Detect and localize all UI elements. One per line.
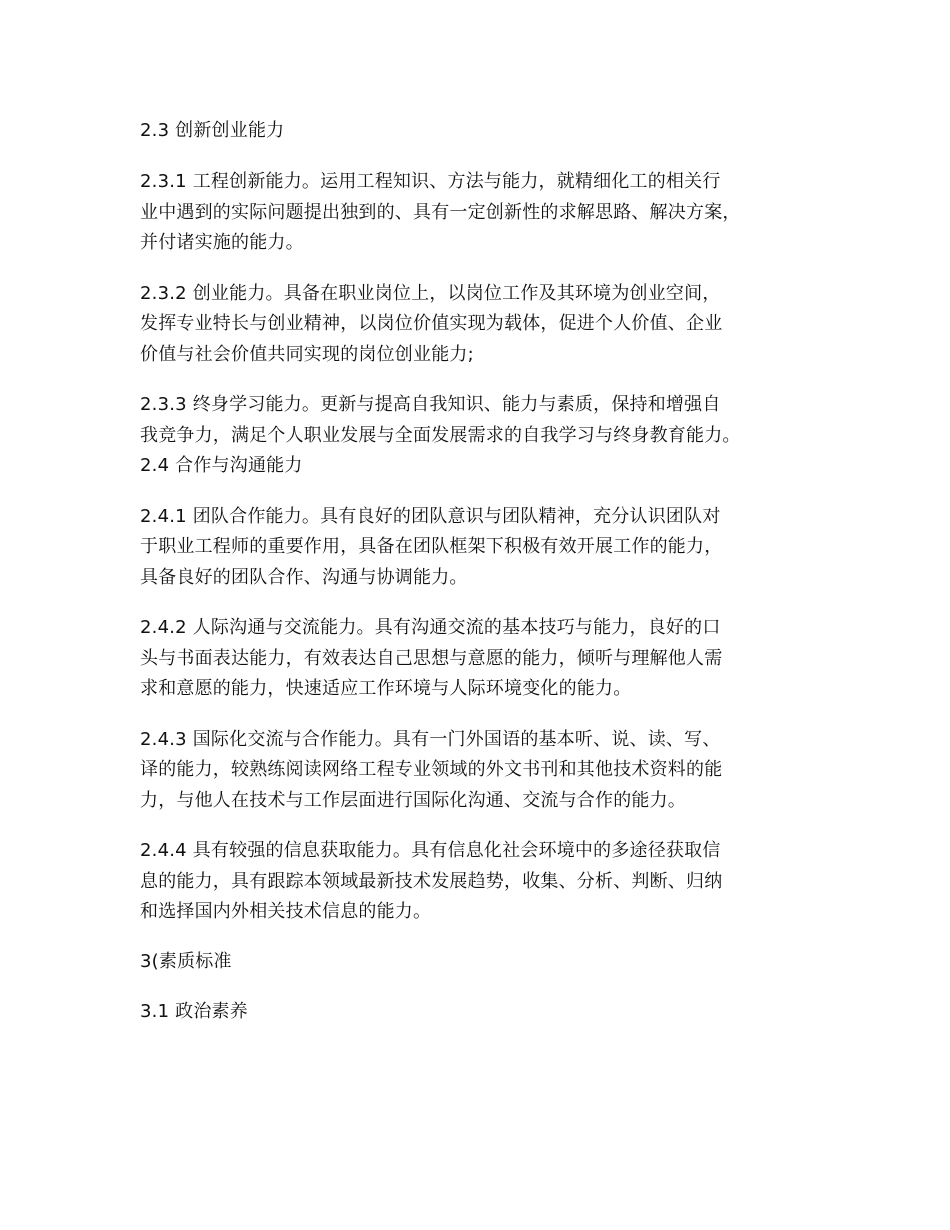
heading-2-3: 2.3 创新创业能力 — [140, 120, 285, 141]
heading-3: 3(素质标准 — [140, 951, 232, 972]
paragraph-2-4-4-line-1: 2.4.4 具有较强的信息获取能力。具有信息化社会环境中的多途径获取信 — [140, 840, 721, 861]
paragraph-2-3-3-line-1: 2.3.3 终身学习能力。更新与提高自我知识、能力与素质，保持和增强自 — [140, 394, 721, 415]
paragraph-2-4-2-line-3: 求和意愿的能力，快速适应工作环境与人际环境变化的能力。 — [140, 678, 632, 699]
paragraph-2-4-3-line-3: 力，与他人在技术与工作层面进行国际化沟通、交流与合作的能力。 — [140, 790, 686, 811]
paragraph-2-4-1-line-1: 2.4.1 团队合作能力。具有良好的团队意识与团队精神，充分认识团队对 — [140, 506, 721, 527]
paragraph-2-4-1-line-3: 具备良好的团队合作、沟通与协调能力。 — [140, 567, 468, 588]
paragraph-2-3-1-line-3: 并付诸实施的能力。 — [140, 232, 304, 253]
paragraph-2-3-3-line-2: 我竞争力，满足个人职业发展与全面发展需求的自我学习与终身教育能力。 — [140, 425, 741, 446]
paragraph-2-4-2-line-1: 2.4.2 人际沟通与交流能力。具有沟通交流的基本技巧与能力，良好的口 — [140, 617, 721, 638]
paragraph-2-4-3-line-1: 2.4.3 国际化交流与合作能力。具有一门外国语的基本听、说、读、写、 — [140, 729, 721, 750]
paragraph-2-4-2-line-2: 头与书面表达能力，有效表达自己思想与意愿的能力，倾听与理解他人需 — [140, 648, 723, 669]
paragraph-2-4-4-line-2: 息的能力，具有跟踪本领域最新技术发展趋势，收集、分析、判断、归纳 — [140, 871, 723, 892]
paragraph-2-3-2-line-1: 2.3.2 创业能力。具备在职业岗位上，以岗位工作及其环境为创业空间， — [140, 283, 721, 304]
paragraph-2-3-1-line-2: 业中遇到的实际问题提出独到的、具有一定创新性的求解思路、解决方案， — [140, 202, 741, 223]
paragraph-2-3-2-line-3: 价值与社会价值共同实现的岗位创业能力; — [140, 344, 474, 365]
heading-2-4: 2.4 合作与沟通能力 — [140, 455, 303, 476]
paragraph-2-4-3-line-2: 译的能力，较熟练阅读网络工程专业领域的外文书刊和其他技术资料的能 — [140, 759, 723, 780]
paragraph-2-4-4-line-3: 和选择国内外相关技术信息的能力。 — [140, 901, 432, 922]
paragraph-2-3-2-line-2: 发挥专业特长与创业精神，以岗位价值实现为载体，促进个人价值、企业 — [140, 313, 723, 334]
heading-3-1: 3.1 政治素养 — [140, 1001, 248, 1022]
paragraph-2-3-1-line-1: 2.3.1 工程创新能力。运用工程知识、方法与能力，就精细化工的相关行 — [140, 171, 721, 192]
paragraph-2-4-1-line-2: 于职业工程师的重要作用，具备在团队框架下积极有效开展工作的能力， — [140, 536, 723, 557]
